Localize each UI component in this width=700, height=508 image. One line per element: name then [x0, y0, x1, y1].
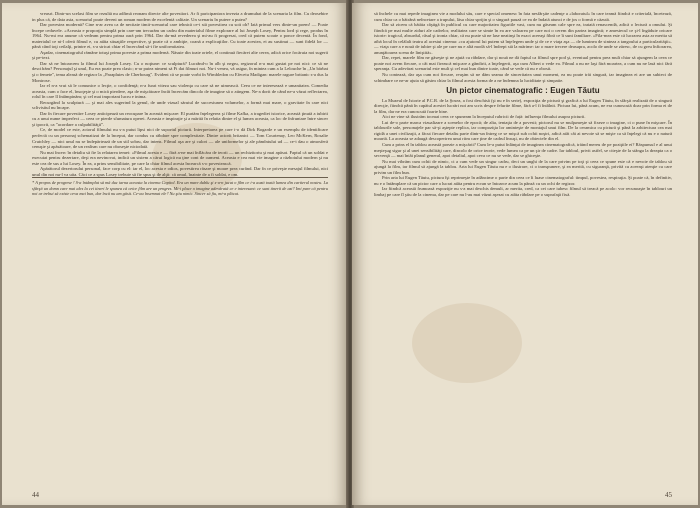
page-number-right: 45 — [665, 491, 672, 499]
right-page-text — [374, 11, 672, 198]
paragraph: Dar, repet, marele film ne găseşte şi ne ajută cu răbdare, dar şi nouă ne dă faptul ca filmul spre pod şi, eventual pentru prea mult chiar să ajungem la ceea ce poate noi avem fiecare, o cât mai firească mişcare a gândirii, a înţelegerii, aşa cum Albert o vede ea. Filmul a nu ne laşi fără moartea, a cum nu ne lasă nici fără speranţa. Cu adevărat scenariul este mult şi cel mai bun dintre toate, când se vede că nu e obosit. — [374, 55, 672, 72]
paragraph: Aşadar, cinematograful rămâne totuşi prima poveste a prima modernă. Năsuie din toate ortele, el continuă fiecărei alte cerea, adică orice focăruia noi sugerii şi pe-text. — [32, 49, 328, 61]
paragraph: Iar el n-a vrut să le comunice o lecţie, o confidenţă; n-a furat viteza sau violenţa cu care să ne uimească. Ceea ce ne interesează e umanitatea. Comedia aceasta, cum o face el, însoţeşte şi o mică pierdere, aşa de mişcătoare încât încercăm dincolo de imagine să o atingem. Ne-a dorit de când ne-a văzut reflectarea, rolul în care îl întâmpinăm; şi cel mai important lucru e inima. — [32, 83, 328, 100]
paragraph: Dar să ne întoarcem la filmul lui Joseph Losey. Cu o noţiune: ce sculptură? Lucrând-o în alb şi negru, regizorul n-a mai gustat pe noi nici: ce să ne descifrăm? Personajul şi unul, Eu era poate prea clasic; n-ar putea nimeni să Fi dat filmuri noi. Nu-i venea, vă asigur, în mintea cum a la Lelouche în ,,Un bărbat şi o femeie'', tema aleasă de regizor la ,,Parapluies de Cherbourg''. Evident că se poate vorbi în Wimbledon cu Efecetu Madigan: marele ragure britanic s-a dus la Montrose. — [32, 60, 328, 83]
paragraph: La Muzeul de Istorie al P.C.R. de la Şosea, a fost deschisă (şi nu e în serie), expoziţia de pictură şi grafică a lui Eugen Tăutu, în sfârşit realizată de o singură direcţie, fiindcă până în capătul acestei lucrări noi am scris despre felurite filme, fără a-l fi întâlnit. Pictura lui, până acum, ne era cunoscută doar prin forma ei de la film, dar ne era cunoscută foarte bine. — [374, 97, 672, 114]
left-page-text — [32, 11, 328, 196]
right-page — [352, 3, 698, 505]
paragraph: Cum a prins el în tablou această poezie a mişcării? Cum le-a putut înlănţui de imaginea cinematografică, trăind mereu de pe poziţiile ei? Răspunsul e al unui meşteşug sigur şi al unei sensibilităţi care, dincolo de orice teorie, vede lumea ca pe un şir de cadre. Iar tabloul, privit astfel, se citeşte de la stânga la dreapta ca o secvenţă — mai întâi planul general, apoi detaliul, apoi ceva ce nu se vede, dar se ghiceşte. — [374, 142, 672, 159]
paragraph: Dar povestea modernă? Cine n-ar avea ca de necitate timit-scenariul care tehnică ce-i stă povestirea cu soit oh? Iată primul vers dinte-un poem! — Poate începe ceduvele. «Aceasta e proporţia simplă prin care-am trecurăm un cadru din materialul filme explorare al lui Joseph Losey, Pentru lord şi rege, produs în 1964. Nu-mi era anume că vedeam pentru prima oară prin 1964. Dar du-mă revederea şi mi-au fi progresat, cred că putem scoate o ponce decentă. În fond, materialul ce ni-l oferă filmul e, cu atâta situaţiile respective, şi poate că o ambiţie, coană a explicaţiilor. Cu toate acestea, ei au sustinut — sunt fidelă lor — până când toţi ceilalţi, printre ei, s-a stricat chiar el încercând să-i fie uniformitatea. — [32, 22, 328, 50]
paragraph: Nu contează, dar aşa cum noi fiecare, reuşim să ne dăm seama de sinceritatea unui moment, ea nu poate trăi singură, iar imaginea ei are un subiect de schimbare ce ne-ar ajuta să găsim chiar la filmul acesta forma de a ne îndemna la luciditate şi simpatie. — [374, 72, 672, 83]
paragraph: Dar în fiecare povestire Losey anticipează un reocupare în această mişcare: El purtăm înţelegerea şi filme Kafka, a tragediei istorice, această ţinută a iubirii cu a unui nume imperfect — ceea ce pierde sfumatura operei. Aceasta e inspiraţie şi a mărită în relatia dintre el şi lumea aceasta, ca loc de înfruntare între sincer şi ipocrit, ca ”acordare a culpabilităţii”. — [32, 110, 328, 127]
page-number-left: 44 — [32, 491, 39, 499]
left-page — [2, 3, 348, 505]
paragraph: vreasri. Dintr-un scelasi film se rezultă nu adfimă reonam directe alte povestiori. Ar fi paricipantora invezia a drumuhat de la scenaria la film. Cu deosebire in plus că, de data asta, scenariul poate deveni un roman modern de excelentă calitate. Un scenariu în putere a putea? — [32, 11, 328, 22]
paragraph: Aici ne vine să ilustrăm tocmai ceea ce spuneam la începutul rubricii de față: influenţa filmului asupra picturii. — [382, 114, 586, 120]
paragraph: Dar să zicem că bătăia câştigă în publicul cu care majoritatea figuriile vast, cum nu găseam cale spre ea, tratată renascendă, adică o lectură a omului. Şi fiindcă pe mai multe ziduri ale cadrelor, realitatea care se simte în ea are valoarea pe care noi o cerem din partea imaginii; e amestecul ce şi-l îngăduie oricare istorie: tragicul, absurdul, râsul şi ironia chiar, că nu poate să ne lase neatinşi în exact aceeaşi fibră ce îi sunt familiare. «Fila-mea este că lucrarea asta ar merita să aibă locul în celălalt teatru al acestui cinema: «cu ajutorul lui putem să înţelegem unde şi de ce e viaţa aşa — de luminea de sinteza a tangoului a particularităţii». — viaţa care a e nouă de iubire şi ale pe care nu e altă modă să-l îndrept stă la mărime: iar o mare trecere deasupra, acolo de unde se zăresc, de cu greu înfiorarea, anunţătoarea scena de liniştită». — [374, 22, 672, 55]
paragraph: Prin arta lui Eugen Tăutu, pictura îşi reprimeşte în adâncime o parte din ceea ce îi luase cinematograful: timpul, povestea, respiraţia. Şi poate că, în definitiv, nu e o întâmplare că un pictor care a lucrat atâta pentru ecran se întoarce acum la pânză cu un ochi de regizor. — [374, 175, 672, 186]
section-heading: Un pictor cinematografic : Eugen Tăutu — [446, 86, 600, 96]
paragraph: Nu mai vibrăm cum ochii de nimic, ci a cum vede un singur cadru, deci un unghi de la care privim pe toţi şi ceea ce spune este că e nevoie de tablou să ajungă la film, iar filmul să ajungă la tablou. Arta lui Eugen Tăutu nu e o ilustrare, ci o transpunere, şi ea merită, cu siguranţă, privită cu aceeaşi atenţie cu care privim un film bun. — [374, 158, 672, 175]
paragraph: Apărătorul dezertorului personal, face corp cu el: iar el, loc acesta e odios, povestirea răsare şi moare prea curând. Dar în ce priveşte mesajul filmului, nici unul din noi nu-l va uita. Căci ce a spus Losey trebuie să fie spus şi de alţii: că omul, înainte de a fi soldat, e om. — [32, 166, 328, 177]
paragraph: Nu mai încerc în detaliu să fie la relatarea temei: «Filmul acesta e — fără a-ne mai înflăcăra de teorii — un rechizitoriu şi mai apăsat. Faptul că un soldat e executat pentru dezertare, deşi era nevinovat, indică un sistem a cărui logică nu ţine cont de oameni. Aceasta e cea mai vie imagine a războiului modern şi nu este cea de sus a lui Losey. În ea, a prins sensibilitate, pe care la chiar filmul acesta încearcă s-o povestească. — [32, 149, 328, 166]
paper-stain — [412, 303, 522, 383]
paragraph: Iar fiindcă această frumoasă expoziţie nu s-a mai deschis demult, ar merita, cred, ca cei care iubesc filmul să treacă pe acolo: vor recunoaşte în tablouri un limbaj pe care îl ştiu de la cinema, dar pe care nu l-au mai văzut aşezat cu atâta răbdare pe o suprafaţă fixă. — [374, 186, 672, 197]
paragraph: Lui de-o parte marca vizualizare a scenelor de epocă; de alta, tentaţia de a povesti; pictorul nu se mulţumeşte să fixeze o imagine, ci o pune în mişcare. În tablourile sale, personajele par să-şi aştepte replica, iar compoziţia lor aminteşte de montajul unui film. De la ceramica cu pictură şi până la arhitectura cea mai rigidă a unei civilizaţii, a făcut fiecare detaliu parte dintr-un întreg ce se mişcă sub ochii noştri, adică atât cât ai nevoie să se mişte ca să înţelegi că nu e o natură moartă. La aceasta se adaugă descoperirea unui ritm care ţine de cadrul însuşi, nu de obiectele din el. — [374, 119, 672, 142]
paragraph: să închele cu mai repede imaginea vie a modului său, care e special omenesc în fata nesfârşite cadenţe a «laboratul» în care teamă fiindcă e criterială, încetează, cum chiar ca o bătrână neîncetare a trupului, lăsa chiar sprijin şi o singură pauză ce ea de îndată atunci e de jos o formă e căzută. — [374, 11, 672, 22]
paragraph: Recurgând la sculptură — şi mai ales sugerind la genul, de unde vizual sărutul de succesiunea volumelor, a formă mai mare, o gravitate în care nici sclivisitul nu încape. — [32, 99, 328, 111]
paragraph: Ce, de model ce este, actorul filmului nu s-a putut lipsi nici de suportul picturii. Interpretarea pe care i-o dă Dirk Bogarde e un exemplu de identificare perfectă cu un personaj schematizat de la început, dar condus cu răbdare spre complexitate. Dintre actorii britanici — Tom Courtenay, Leo McKern, Rosalie Crutchley — nici unul nu se îndepărtează de un stil sobru, dar intens. Filmul aşa are şi culori — ale uniformelor şi ale pămîntului ud — ce-i dau o atmosferă cenuşie şi apăsătoare, de un realism care nu oboseşte niciodată. — [32, 127, 328, 150]
footnote: * A propos de progrese ! S-a întâmplat să mă duc iarna aceasta la cinema Capitol. Era un mare dublu şi s-a-n jucat o film ce i-a auzit toată lumea din cartierul nostru. La sfârşit un domn care mai ales la cei tineri le spunea că orice film are un progres. Mi-i place o imagine adevărată ce e interesant: ce sunt tinerii de azi? Imi pare că pentru noi ar trebui să existe ceva mai bun, dar încă nu am găsit. Ce-au însemnat ele? Nu ştiu nimic. Sincer să fiu, mi-a plăcut. — [32, 177, 328, 196]
